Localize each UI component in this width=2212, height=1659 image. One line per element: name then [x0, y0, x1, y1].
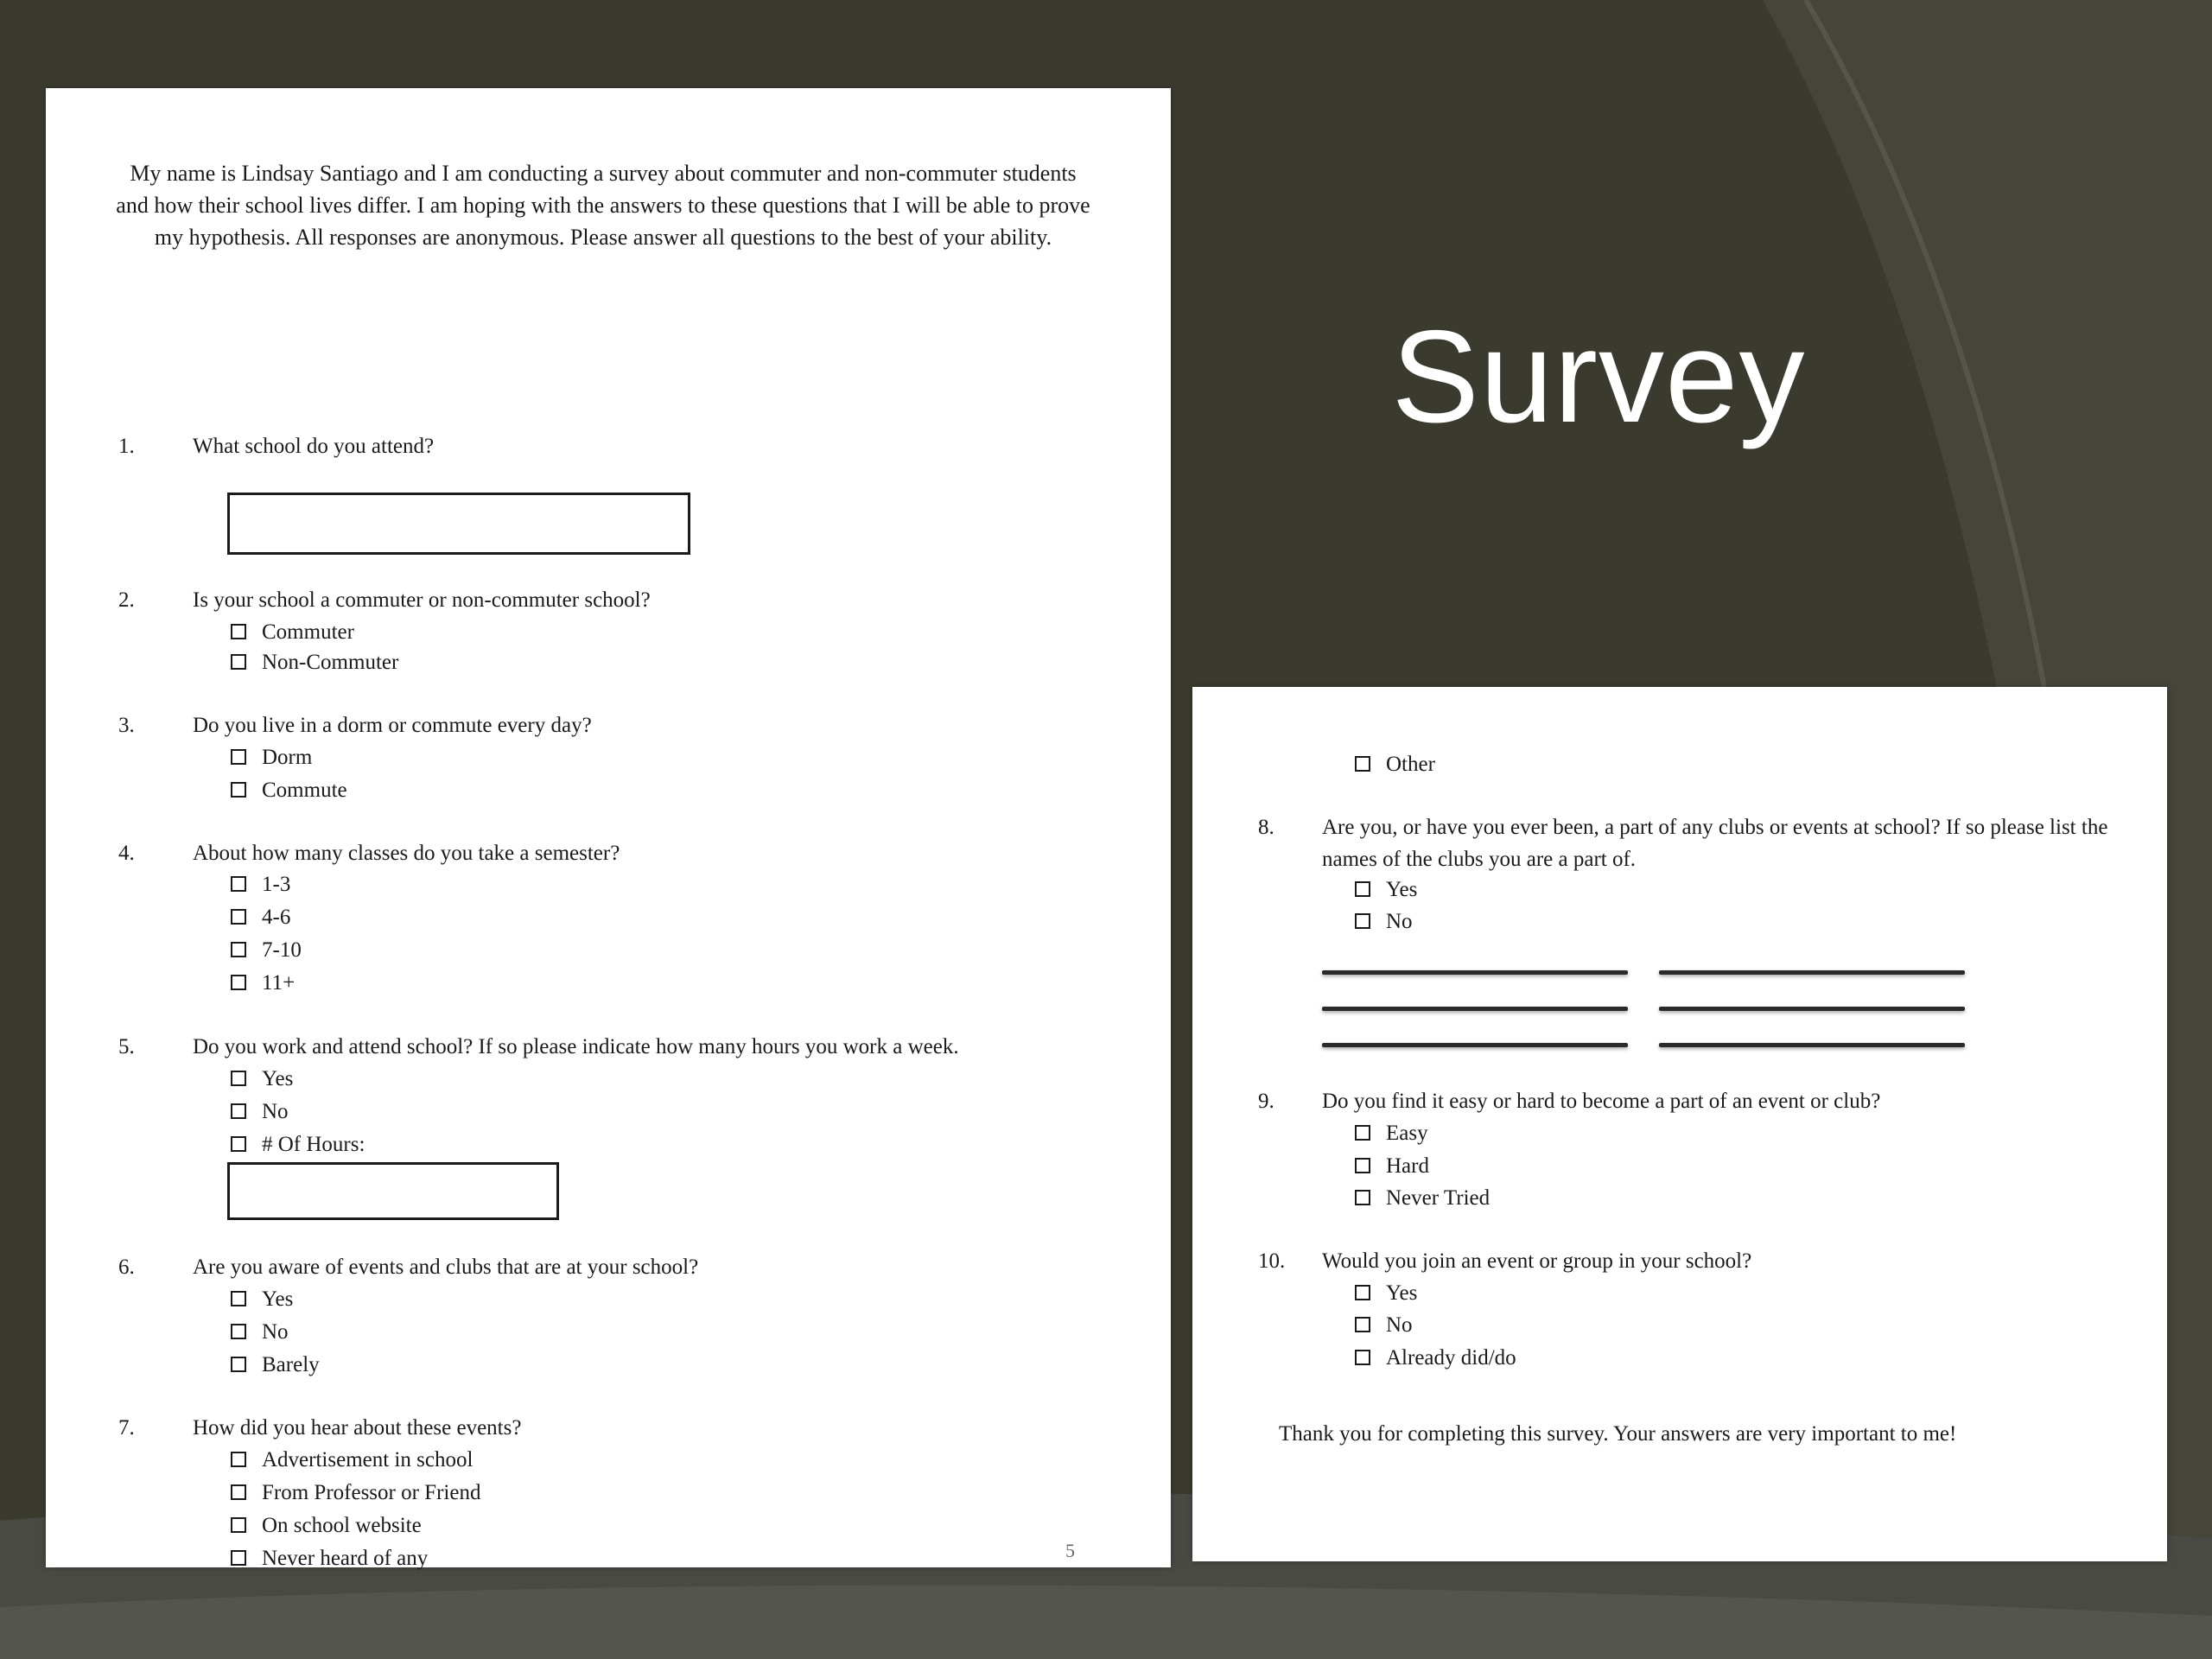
checkbox-option[interactable]	[1355, 877, 1417, 903]
option-label: Yes	[1386, 1281, 1418, 1305]
option-label: No	[262, 1100, 289, 1123]
checkbox-option[interactable]	[231, 872, 290, 898]
checkbox-icon[interactable]	[1355, 1125, 1370, 1141]
checkbox-icon[interactable]	[231, 749, 246, 765]
checkbox-icon[interactable]	[231, 1136, 246, 1152]
option-label: Already did/do	[1386, 1346, 1516, 1370]
question-text: Are you, or have you ever been, a part of any clubs or events at school? If so please list the names of the clubs you are a part of.	[1322, 816, 2108, 871]
club-answer-line[interactable]	[1659, 1043, 1965, 1047]
checkbox-option[interactable]	[1355, 1281, 1417, 1306]
option-label: On school website	[262, 1514, 422, 1537]
checkbox-icon[interactable]	[231, 1550, 246, 1566]
checkbox-icon[interactable]	[231, 1324, 246, 1339]
checkbox-option[interactable]	[231, 1066, 293, 1092]
club-answer-line[interactable]	[1322, 1043, 1628, 1047]
option-label: Non-Commuter	[262, 651, 399, 674]
checkbox-icon[interactable]	[1355, 1158, 1370, 1173]
survey-intro: My name is Lindsay Santiago and I am conducting a survey about commuter and non-commuter students and how their school lives differ. I am hoping with the answers to these questions that I will be able to prove my hypothesis. All responses are anonymous. Please answer all questions to the best of your ability.	[116, 161, 1090, 250]
option-label: No	[262, 1320, 289, 1344]
checkbox-option[interactable]	[231, 620, 354, 645]
checkbox-option[interactable]	[231, 1480, 480, 1506]
checkbox-icon[interactable]	[1355, 1190, 1370, 1205]
checkbox-option[interactable]	[231, 970, 295, 996]
school-answer-box[interactable]	[227, 493, 690, 555]
option-label: Yes	[262, 1287, 294, 1311]
checkbox-icon[interactable]	[231, 1517, 246, 1533]
checkbox-option[interactable]	[231, 1513, 422, 1539]
option-label: Dorm	[262, 746, 313, 769]
survey-page-left	[46, 88, 1171, 1570]
question-text: Is your school a commuter or non-commuter school?	[193, 588, 651, 612]
checkbox-icon[interactable]	[231, 975, 246, 990]
checkbox-option[interactable]	[231, 650, 398, 676]
option-label: Easy	[1386, 1122, 1428, 1145]
checkbox-icon[interactable]	[1355, 1350, 1370, 1365]
option-label: From Professor or Friend	[262, 1481, 481, 1504]
option-label: No	[1386, 910, 1413, 933]
checkbox-option[interactable]	[1355, 752, 1435, 778]
option-label: Barely	[262, 1353, 320, 1376]
option-label: Other	[1386, 753, 1435, 776]
checkbox-option[interactable]	[231, 745, 312, 771]
option-label: 1-3	[262, 873, 291, 896]
option-label: No	[1386, 1313, 1413, 1337]
checkbox-option[interactable]	[231, 938, 302, 963]
option-label: Yes	[1386, 878, 1418, 901]
checkbox-icon[interactable]	[231, 782, 246, 798]
question-text: Do you live in a dorm or commute every day?	[193, 714, 592, 737]
checkbox-icon[interactable]	[1355, 756, 1370, 772]
checkbox-option[interactable]	[1355, 1185, 1490, 1211]
checkbox-icon[interactable]	[1355, 1317, 1370, 1332]
question-number: 5.	[118, 1035, 135, 1058]
question-text: Do you work and attend school? If so please indicate how many hours you work a week.	[193, 1035, 959, 1058]
club-answer-line[interactable]	[1322, 1007, 1628, 1011]
checkbox-option[interactable]	[231, 1447, 473, 1473]
survey-page-right	[1192, 687, 2167, 1561]
checkbox-icon[interactable]	[231, 1071, 246, 1086]
question-number: 9.	[1258, 1090, 1274, 1113]
club-answer-line[interactable]	[1659, 970, 1965, 975]
checkbox-option[interactable]	[231, 905, 290, 931]
question-number: 7.	[118, 1416, 135, 1440]
checkbox-icon[interactable]	[1355, 913, 1370, 929]
question-text: Are you aware of events and clubs that are at your school?	[193, 1255, 699, 1279]
question-number: 6.	[118, 1255, 135, 1279]
checkbox-option[interactable]	[231, 1319, 289, 1345]
thank-you-note: Thank you for completing this survey. Your answers are very important to me!	[1279, 1422, 1957, 1446]
option-label: 4-6	[262, 906, 291, 929]
checkbox-icon[interactable]	[231, 1484, 246, 1500]
checkbox-option[interactable]	[231, 1352, 320, 1378]
checkbox-option[interactable]	[231, 1287, 293, 1313]
club-answer-line[interactable]	[1659, 1007, 1965, 1011]
question-number: 2.	[118, 588, 135, 612]
checkbox-option[interactable]	[1355, 1345, 1516, 1371]
checkbox-icon[interactable]	[231, 654, 246, 670]
checkbox-option[interactable]	[231, 1099, 289, 1125]
question-text: About how many classes do you take a semester?	[193, 842, 620, 865]
club-answer-line[interactable]	[1322, 970, 1628, 975]
checkbox-option[interactable]	[1355, 1121, 1428, 1147]
option-label: Hard	[1386, 1154, 1429, 1178]
checkbox-icon[interactable]	[1355, 881, 1370, 897]
option-label: Commute	[262, 779, 347, 802]
slide-title: Survey	[1391, 303, 1806, 450]
question-text: What school do you attend?	[193, 435, 435, 458]
checkbox-icon[interactable]	[231, 1357, 246, 1372]
question-number: 8.	[1258, 816, 1274, 839]
option-label: Never Tried	[1386, 1186, 1491, 1210]
checkbox-icon[interactable]	[231, 1452, 246, 1467]
hours-answer-box[interactable]	[227, 1162, 559, 1220]
question-text: Would you join an event or group in your school?	[1322, 1249, 1752, 1273]
checkbox-icon[interactable]	[231, 942, 246, 957]
checkbox-option[interactable]	[231, 1546, 428, 1572]
question-number: 1.	[118, 435, 135, 458]
checkbox-option[interactable]	[231, 1132, 365, 1158]
question-number: 3.	[118, 714, 135, 737]
checkbox-icon[interactable]	[231, 876, 246, 892]
option-label: 11+	[262, 971, 296, 995]
checkbox-option[interactable]	[231, 778, 347, 804]
checkbox-icon[interactable]	[231, 1103, 246, 1119]
checkbox-option[interactable]	[1355, 909, 1413, 935]
option-label: Yes	[262, 1067, 294, 1090]
checkbox-icon[interactable]	[231, 624, 246, 639]
checkbox-option[interactable]	[1355, 1154, 1429, 1179]
checkbox-icon[interactable]	[231, 909, 246, 925]
option-label: # Of Hours:	[262, 1133, 365, 1156]
checkbox-option[interactable]	[1355, 1313, 1413, 1338]
question-text: How did you hear about these events?	[193, 1416, 522, 1440]
checkbox-icon[interactable]	[1355, 1285, 1370, 1300]
question-number: 4.	[118, 842, 135, 865]
option-label: Advertisement in school	[262, 1448, 474, 1471]
checkbox-icon[interactable]	[231, 1291, 246, 1306]
page-number: 5	[1065, 1540, 1075, 1561]
option-label: Commuter	[262, 620, 354, 644]
question-text: Do you find it easy or hard to become a part of an event or club?	[1322, 1090, 1881, 1113]
question-number: 10.	[1258, 1249, 1286, 1273]
option-label: Never heard of any	[262, 1547, 429, 1570]
option-label: 7-10	[262, 938, 302, 962]
